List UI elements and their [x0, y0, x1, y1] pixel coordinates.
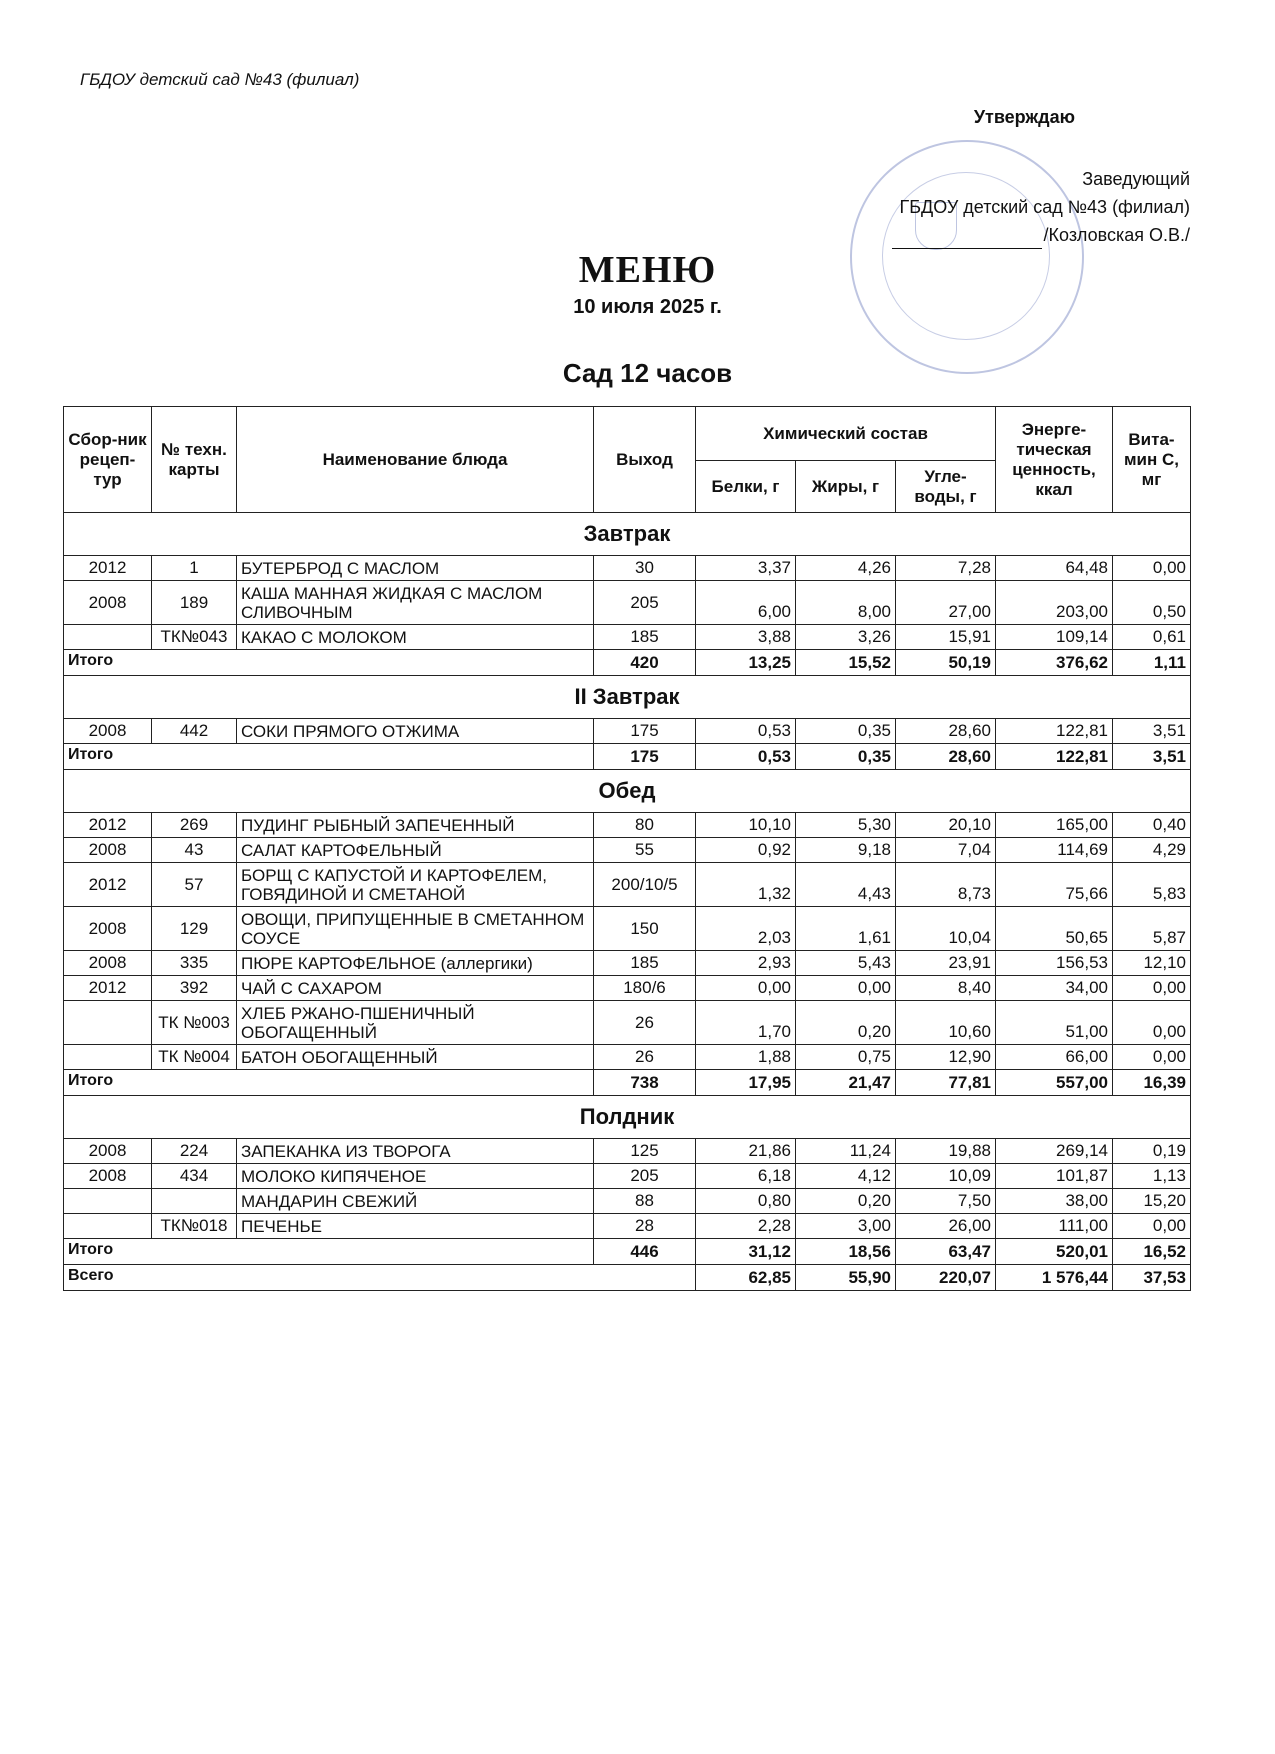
cell-vitc: 1,13: [1113, 1164, 1191, 1189]
table-row: [64, 976, 1191, 1001]
total-row: [64, 1070, 1191, 1096]
col-name: Наименование блюда: [237, 407, 594, 513]
cell-collection: 2008: [64, 907, 152, 951]
section-row: [64, 676, 1191, 719]
cell-protein: 10,10: [696, 813, 796, 838]
cell-collection: 2008: [64, 719, 152, 744]
cell-energy: 38,00: [996, 1189, 1113, 1214]
cell-carbs: 26,00: [896, 1214, 996, 1239]
approve-block: [892, 165, 1190, 249]
total-vitc: 16,39: [1113, 1070, 1191, 1096]
total-vitc: 3,51: [1113, 744, 1191, 770]
cell-card: 434: [152, 1164, 237, 1189]
table-row: [64, 1045, 1191, 1070]
cell-energy: 109,14: [996, 625, 1113, 650]
cell-dish-name: СОКИ ПРЯМОГО ОТЖИМА: [237, 719, 594, 744]
cell-output: 205: [594, 581, 696, 625]
cell-vitc: 0,00: [1113, 1001, 1191, 1045]
cell-fat: 11,24: [796, 1139, 896, 1164]
cell-dish-name: КАША МАННАЯ ЖИДКАЯ С МАСЛОМ СЛИВОЧНЫМ: [237, 581, 594, 625]
menu-subtitle: Сад 12 часов: [562, 358, 733, 388]
table-row: [64, 1001, 1191, 1045]
grand-total-protein: 62,85: [696, 1265, 796, 1291]
total-vitc: 1,11: [1113, 650, 1191, 676]
cell-vitc: 0,00: [1113, 1045, 1191, 1070]
section-row: [64, 770, 1191, 813]
total-row: [64, 744, 1191, 770]
col-energy: Энерге-тическая ценность, ккал: [996, 407, 1113, 513]
menu-body: [64, 513, 1191, 1291]
cell-carbs: 27,00: [896, 581, 996, 625]
table-row: [64, 719, 1191, 744]
cell-card: 1: [152, 556, 237, 581]
cell-protein: 2,03: [696, 907, 796, 951]
col-output: Выход: [594, 407, 696, 513]
grand-total-energy: 1 576,44: [996, 1265, 1113, 1291]
total-row: [64, 1239, 1191, 1265]
signatory: /Козловская О.В./: [1043, 225, 1190, 245]
cell-vitc: 0,00: [1113, 976, 1191, 1001]
cell-card: 43: [152, 838, 237, 863]
table-row: [64, 1139, 1191, 1164]
cell-collection: [64, 1045, 152, 1070]
cell-card: 224: [152, 1139, 237, 1164]
cell-energy: 122,81: [996, 719, 1113, 744]
total-label: Итого: [64, 1070, 594, 1096]
cell-dish-name: МОЛОКО КИПЯЧЕНОЕ: [237, 1164, 594, 1189]
cell-collection: [64, 1189, 152, 1214]
table-row: [64, 581, 1191, 625]
signature-line: [892, 221, 1190, 249]
cell-protein: 21,86: [696, 1139, 796, 1164]
total-fat: 15,52: [796, 650, 896, 676]
cell-collection: 2012: [64, 863, 152, 907]
cell-protein: 0,53: [696, 719, 796, 744]
table-row: [64, 838, 1191, 863]
total-energy: 122,81: [996, 744, 1113, 770]
cell-output: 200/10/5: [594, 863, 696, 907]
cell-output: 125: [594, 1139, 696, 1164]
section-title: Полдник: [64, 1096, 1191, 1139]
total-energy: 376,62: [996, 650, 1113, 676]
cell-energy: 101,87: [996, 1164, 1113, 1189]
cell-collection: 2008: [64, 838, 152, 863]
section-row: [64, 513, 1191, 556]
cell-card: 189: [152, 581, 237, 625]
cell-collection: [64, 625, 152, 650]
col-fat: Жиры, г: [796, 461, 896, 513]
total-carbs: 28,60: [896, 744, 996, 770]
cell-card: ТК№043: [152, 625, 237, 650]
total-output: 175: [594, 744, 696, 770]
cell-carbs: 28,60: [896, 719, 996, 744]
cell-output: 175: [594, 719, 696, 744]
cell-dish-name: ЗАПЕКАНКА ИЗ ТВОРОГА: [237, 1139, 594, 1164]
cell-dish-name: БУТЕРБРОД С МАСЛОМ: [237, 556, 594, 581]
cell-output: 185: [594, 625, 696, 650]
total-output: 738: [594, 1070, 696, 1096]
cell-carbs: 20,10: [896, 813, 996, 838]
menu-table: [63, 406, 1191, 1291]
table-row: [64, 863, 1191, 907]
cell-vitc: 5,83: [1113, 863, 1191, 907]
position: Заведующий: [1082, 169, 1190, 189]
cell-vitc: 0,19: [1113, 1139, 1191, 1164]
cell-energy: 64,48: [996, 556, 1113, 581]
cell-output: 88: [594, 1189, 696, 1214]
approve-label: Утверждаю: [973, 107, 1075, 127]
total-energy: 520,01: [996, 1239, 1113, 1265]
table-row: [64, 556, 1191, 581]
cell-collection: 2012: [64, 556, 152, 581]
cell-energy: 75,66: [996, 863, 1113, 907]
cell-vitc: 12,10: [1113, 951, 1191, 976]
cell-fat: 0,75: [796, 1045, 896, 1070]
cell-dish-name: БАТОН ОБОГАЩЕННЫЙ: [237, 1045, 594, 1070]
col-vitc: Вита-мин С, мг: [1113, 407, 1191, 513]
cell-collection: 2008: [64, 1139, 152, 1164]
total-carbs: 63,47: [896, 1239, 996, 1265]
cell-dish-name: САЛАТ КАРТОФЕЛЬНЫЙ: [237, 838, 594, 863]
cell-protein: 3,88: [696, 625, 796, 650]
table-row: [64, 1189, 1191, 1214]
cell-output: 150: [594, 907, 696, 951]
cell-carbs: 12,90: [896, 1045, 996, 1070]
cell-dish-name: МАНДАРИН СВЕЖИЙ: [237, 1189, 594, 1214]
cell-carbs: 7,04: [896, 838, 996, 863]
org-name-2: ГБДОУ детский сад №43 (филиал): [899, 197, 1190, 217]
cell-energy: 66,00: [996, 1045, 1113, 1070]
total-fat: 21,47: [796, 1070, 896, 1096]
cell-vitc: 3,51: [1113, 719, 1191, 744]
cell-protein: 0,92: [696, 838, 796, 863]
grand-total-row: [64, 1265, 1191, 1291]
cell-dish-name: ОВОЩИ, ПРИПУЩЕННЫЕ В СМЕТАННОМ СОУСЕ: [237, 907, 594, 951]
cell-dish-name: КАКАО С МОЛОКОМ: [237, 625, 594, 650]
cell-card: 442: [152, 719, 237, 744]
cell-output: 30: [594, 556, 696, 581]
cell-output: 26: [594, 1001, 696, 1045]
total-protein: 0,53: [696, 744, 796, 770]
cell-output: 185: [594, 951, 696, 976]
total-output: 446: [594, 1239, 696, 1265]
cell-energy: 165,00: [996, 813, 1113, 838]
section-title: Завтрак: [64, 513, 1191, 556]
cell-fat: 8,00: [796, 581, 896, 625]
cell-card: 269: [152, 813, 237, 838]
cell-energy: 50,65: [996, 907, 1113, 951]
col-protein: Белки, г: [696, 461, 796, 513]
cell-fat: 5,30: [796, 813, 896, 838]
cell-dish-name: ПУДИНГ РЫБНЫЙ ЗАПЕЧЕННЫЙ: [237, 813, 594, 838]
cell-fat: 0,20: [796, 1001, 896, 1045]
total-carbs: 50,19: [896, 650, 996, 676]
cell-collection: 2012: [64, 813, 152, 838]
cell-card: 335: [152, 951, 237, 976]
cell-fat: 3,26: [796, 625, 896, 650]
cell-collection: 2008: [64, 1164, 152, 1189]
cell-energy: 111,00: [996, 1214, 1113, 1239]
cell-carbs: 7,50: [896, 1189, 996, 1214]
cell-carbs: 15,91: [896, 625, 996, 650]
cell-dish-name: ХЛЕБ РЖАНО-ПШЕНИЧНЫЙ ОБОГАЩЕННЫЙ: [237, 1001, 594, 1045]
cell-carbs: 23,91: [896, 951, 996, 976]
cell-vitc: 0,00: [1113, 1214, 1191, 1239]
grand-total-vitc: 37,53: [1113, 1265, 1191, 1291]
cell-energy: 269,14: [996, 1139, 1113, 1164]
cell-card: ТК№018: [152, 1214, 237, 1239]
total-protein: 13,25: [696, 650, 796, 676]
cell-vitc: 0,50: [1113, 581, 1191, 625]
table-row: [64, 907, 1191, 951]
cell-fat: 1,61: [796, 907, 896, 951]
cell-card: 129: [152, 907, 237, 951]
total-carbs: 77,81: [896, 1070, 996, 1096]
cell-output: 55: [594, 838, 696, 863]
cell-fat: 5,43: [796, 951, 896, 976]
table-row: [64, 813, 1191, 838]
cell-output: 180/6: [594, 976, 696, 1001]
grand-total-carbs: 220,07: [896, 1265, 996, 1291]
cell-fat: 3,00: [796, 1214, 896, 1239]
cell-carbs: 8,40: [896, 976, 996, 1001]
cell-carbs: 10,60: [896, 1001, 996, 1045]
cell-card: ТК №004: [152, 1045, 237, 1070]
total-label: Итого: [64, 744, 594, 770]
cell-fat: 4,43: [796, 863, 896, 907]
cell-output: 205: [594, 1164, 696, 1189]
col-carbs: Угле-воды, г: [896, 461, 996, 513]
grand-total-label: Всего: [64, 1265, 696, 1291]
cell-fat: 9,18: [796, 838, 896, 863]
cell-output: 26: [594, 1045, 696, 1070]
menu-date: 10 июля 2025 г.: [573, 296, 722, 318]
cell-output: 28: [594, 1214, 696, 1239]
cell-fat: 0,00: [796, 976, 896, 1001]
cell-protein: 2,28: [696, 1214, 796, 1239]
cell-protein: 6,18: [696, 1164, 796, 1189]
total-output: 420: [594, 650, 696, 676]
table-row: [64, 1214, 1191, 1239]
cell-output: 80: [594, 813, 696, 838]
table-row: [64, 1164, 1191, 1189]
total-row: [64, 650, 1191, 676]
cell-vitc: 0,40: [1113, 813, 1191, 838]
cell-protein: 0,80: [696, 1189, 796, 1214]
cell-protein: 1,70: [696, 1001, 796, 1045]
col-collection: Сбор-ник рецеп-тур: [64, 407, 152, 513]
cell-protein: 1,88: [696, 1045, 796, 1070]
cell-protein: 6,00: [696, 581, 796, 625]
table-row: [64, 951, 1191, 976]
cell-fat: 0,35: [796, 719, 896, 744]
cell-card: 57: [152, 863, 237, 907]
cell-dish-name: ПЕЧЕНЬЕ: [237, 1214, 594, 1239]
cell-protein: 0,00: [696, 976, 796, 1001]
cell-dish-name: ПЮРЕ КАРТОФЕЛЬНОЕ (аллергики): [237, 951, 594, 976]
cell-energy: 51,00: [996, 1001, 1113, 1045]
total-label: Итого: [64, 1239, 594, 1265]
total-protein: 17,95: [696, 1070, 796, 1096]
section-title: Обед: [64, 770, 1191, 813]
cell-collection: 2012: [64, 976, 152, 1001]
col-chem: Химический состав: [696, 407, 996, 461]
total-energy: 557,00: [996, 1070, 1113, 1096]
total-fat: 0,35: [796, 744, 896, 770]
section-row: [64, 1096, 1191, 1139]
total-vitc: 16,52: [1113, 1239, 1191, 1265]
total-fat: 18,56: [796, 1239, 896, 1265]
cell-carbs: 7,28: [896, 556, 996, 581]
cell-collection: 2008: [64, 951, 152, 976]
cell-collection: 2008: [64, 581, 152, 625]
cell-vitc: 0,00: [1113, 556, 1191, 581]
cell-collection: [64, 1001, 152, 1045]
col-card: № техн. карты: [152, 407, 237, 513]
cell-card: 392: [152, 976, 237, 1001]
grand-total-fat: 55,90: [796, 1265, 896, 1291]
cell-fat: 4,12: [796, 1164, 896, 1189]
cell-carbs: 10,04: [896, 907, 996, 951]
total-label: Итого: [64, 650, 594, 676]
cell-vitc: 15,20: [1113, 1189, 1191, 1214]
total-protein: 31,12: [696, 1239, 796, 1265]
cell-energy: 114,69: [996, 838, 1113, 863]
section-title: II Завтрак: [64, 676, 1191, 719]
cell-energy: 34,00: [996, 976, 1113, 1001]
cell-vitc: 4,29: [1113, 838, 1191, 863]
cell-dish-name: БОРЩ С КАПУСТОЙ И КАРТОФЕЛЕМ, ГОВЯДИНОЙ И СМЕТАНОЙ: [237, 863, 594, 907]
cell-energy: 203,00: [996, 581, 1113, 625]
cell-carbs: 10,09: [896, 1164, 996, 1189]
cell-protein: 2,93: [696, 951, 796, 976]
cell-protein: 1,32: [696, 863, 796, 907]
cell-fat: 4,26: [796, 556, 896, 581]
page-title: МЕНЮ: [578, 249, 717, 291]
cell-vitc: 0,61: [1113, 625, 1191, 650]
org-name: ГБДОУ детский сад №43 (филиал): [80, 70, 360, 89]
cell-collection: [64, 1214, 152, 1239]
cell-energy: 156,53: [996, 951, 1113, 976]
table-row: [64, 625, 1191, 650]
cell-carbs: 8,73: [896, 863, 996, 907]
cell-protein: 3,37: [696, 556, 796, 581]
cell-card: [152, 1189, 237, 1214]
cell-vitc: 5,87: [1113, 907, 1191, 951]
sign-underline: [892, 230, 1042, 249]
cell-carbs: 19,88: [896, 1139, 996, 1164]
cell-fat: 0,20: [796, 1189, 896, 1214]
cell-card: ТК №003: [152, 1001, 237, 1045]
cell-dish-name: ЧАЙ С САХАРОМ: [237, 976, 594, 1001]
